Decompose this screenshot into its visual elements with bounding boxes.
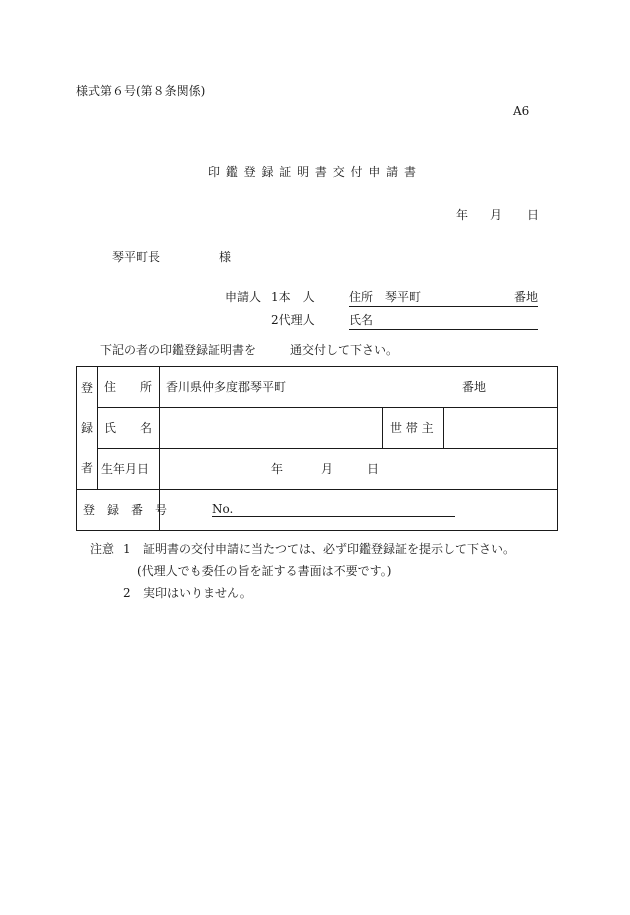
reg-number-label: 登 録 番 号 <box>83 503 168 517</box>
name-field[interactable] <box>160 408 383 449</box>
birth-year: 年 <box>271 462 284 476</box>
note-text: (代理人でも委任の旨を証する書面は不要です。) <box>137 564 392 578</box>
address-label: 住 所 <box>104 380 153 394</box>
side-char: 録 <box>80 421 93 435</box>
applicant-name-field[interactable] <box>349 313 538 330</box>
addressee-honorific: 様 <box>219 250 232 264</box>
registrant-table <box>76 366 558 531</box>
birth-day: 日 <box>367 462 380 476</box>
householder-field[interactable] <box>444 408 558 449</box>
side-char: 登 <box>80 381 93 395</box>
agent-label: 2代理人 <box>271 313 315 327</box>
note-text: 実印はいりません。 <box>143 586 252 600</box>
form-number: 様式第６号(第８条関係) <box>76 84 206 98</box>
request-text-before: 下記の者の印鑑登録証明書を <box>100 343 257 357</box>
address-label-cell <box>98 367 160 408</box>
applicant-address-suffix: 番地 <box>513 290 538 304</box>
name-label-cell <box>98 408 160 449</box>
householder-label: 世 帯 主 <box>390 421 434 435</box>
applicant-address-label: 住所 <box>349 290 374 304</box>
birthdate-field[interactable] <box>160 449 558 490</box>
side-char: 者 <box>80 461 93 475</box>
paper-size: A6 <box>513 104 530 118</box>
applicant-self-label: 1本 人 <box>271 290 315 304</box>
date-day: 日 <box>527 208 540 222</box>
reg-number-label-cell <box>77 490 168 531</box>
document-title: 印 鑑 登 録 証 明 書 交 付 申 請 書 <box>208 165 417 179</box>
birthdate-label: 生年月日 <box>101 462 150 476</box>
note-text: 証明書の交付申請に当たつては、必ず印鑑登録証を提示して下さい。 <box>143 542 516 556</box>
address-prefix: 香川県仲多度郡琴平町 <box>166 380 287 394</box>
applicant-address-town: 琴平町 <box>385 290 422 304</box>
date-year: 年 <box>456 208 469 222</box>
addressee-name: 琴平町長 <box>112 250 161 264</box>
birth-month: 月 <box>321 462 334 476</box>
applicant-name-label: 氏名 <box>349 313 374 327</box>
reg-number-line <box>212 502 455 517</box>
applicant-label: 申請人 <box>225 290 262 304</box>
request-text-after: 通交付して下さい。 <box>290 343 399 357</box>
note-number: 2 <box>123 586 131 600</box>
applicant-address-field[interactable] <box>349 290 538 307</box>
registrant-side-label <box>77 367 98 490</box>
reg-number-prefix: No. <box>212 502 234 516</box>
reg-number-field[interactable] <box>160 490 558 531</box>
name-label: 氏 名 <box>104 421 153 435</box>
notes-label: 注意 <box>90 542 115 556</box>
note-number: 1 <box>123 542 131 556</box>
address-field[interactable] <box>160 367 558 408</box>
address-suffix: 番地 <box>462 380 487 394</box>
birthdate-label-cell <box>98 449 160 490</box>
date-month: 月 <box>490 208 503 222</box>
householder-label-cell <box>383 408 444 449</box>
